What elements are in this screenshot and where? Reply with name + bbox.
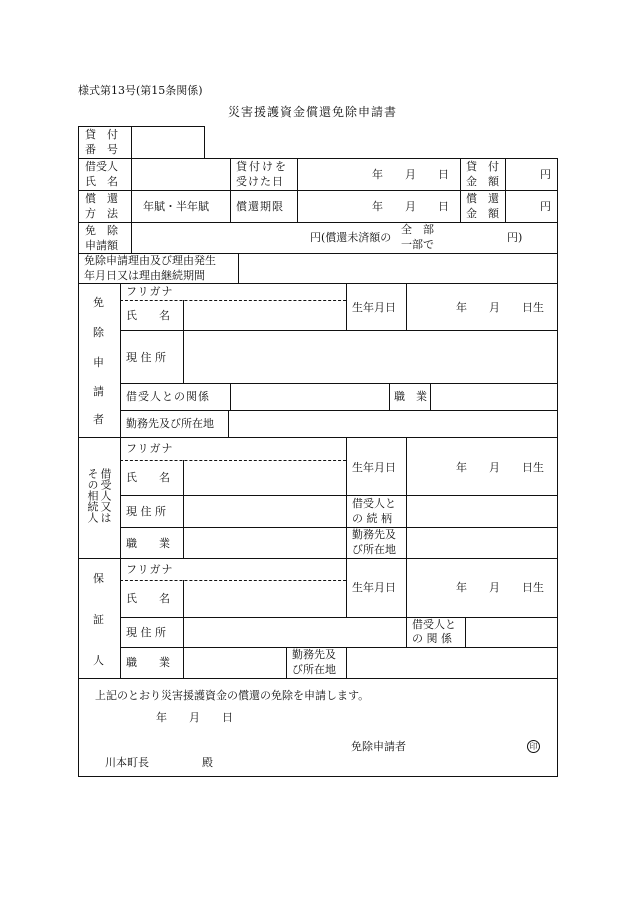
guarantor-birth-label: 生年月日 bbox=[352, 581, 396, 594]
heir-work-label-2: び所在地 bbox=[352, 543, 396, 556]
loan-amount-label: 貸 付 bbox=[466, 160, 499, 173]
applicant-relation-field[interactable] bbox=[231, 384, 389, 410]
loan-number-label: 貸 付 bbox=[85, 128, 118, 141]
exemption-reason-label: 免除申請理由及び理由発生 bbox=[84, 254, 216, 267]
exemption-part-option[interactable]: 一部で bbox=[401, 238, 434, 251]
exemption-yen-suffix: 円) bbox=[507, 231, 523, 244]
heir-work-label: 勤務先及 bbox=[352, 528, 396, 541]
guarantor-birth-value[interactable]: 年 月 日生 bbox=[456, 581, 544, 594]
applicant-birth-label: 生年月日 bbox=[352, 301, 396, 314]
loan-date-label: 貸付けを bbox=[236, 160, 288, 173]
application-statement: 上記のとおり災害援護資金の償還の免除を申請します。 bbox=[95, 689, 370, 702]
exemption-reason-label-2: 年月日又は理由継続期間 bbox=[84, 269, 205, 282]
applicant-side-5: 者 bbox=[93, 413, 104, 426]
heir-relation-field[interactable] bbox=[407, 496, 557, 527]
heir-relation-label-2: の 続 柄 bbox=[352, 512, 392, 525]
guarantor-side-2: 証 bbox=[93, 613, 104, 626]
applicant-address-field[interactable] bbox=[184, 331, 557, 383]
guarantor-address-label: 現 住 所 bbox=[126, 626, 166, 639]
applicant-job-label: 職 業 bbox=[394, 390, 427, 403]
repayment-method-label-2: 方 法 bbox=[85, 207, 118, 220]
applicant-birth-value[interactable]: 年 月 日生 bbox=[456, 301, 544, 314]
applicant-side-1: 免 bbox=[93, 296, 104, 309]
loan-number-label-2: 番 号 bbox=[85, 143, 118, 156]
guarantor-relation-label: 借受人と bbox=[412, 618, 456, 631]
heir-birth-label: 生年月日 bbox=[352, 461, 396, 474]
exemption-yen-prefix[interactable]: 円(償還未済額の bbox=[310, 231, 392, 244]
repayment-method-value[interactable]: 年賦・半年賦 bbox=[143, 200, 209, 213]
exemption-amount-label-2: 申請額 bbox=[85, 239, 118, 252]
guarantor-relation-field[interactable] bbox=[466, 618, 557, 647]
guarantor-name-field[interactable] bbox=[184, 581, 346, 617]
guarantor-side-1: 保 bbox=[93, 572, 104, 585]
applicant-side-2: 除 bbox=[93, 326, 104, 339]
guarantor-work-label: 勤務先及 bbox=[292, 648, 336, 661]
applicant-furigana-label: フリガナ bbox=[126, 285, 174, 298]
loan-amount-yen[interactable]: 円 bbox=[540, 168, 551, 181]
applicant-job-field[interactable] bbox=[431, 384, 557, 410]
heir-job-field[interactable] bbox=[184, 528, 346, 558]
repayment-method-label: 償 還 bbox=[85, 192, 118, 205]
applicant-relation-label: 借受人との関係 bbox=[126, 390, 210, 403]
heir-relation-label: 借受人と bbox=[352, 497, 396, 510]
heir-job-label: 職 業 bbox=[126, 537, 170, 550]
loan-date-value[interactable]: 年 月 日 bbox=[372, 168, 449, 181]
guarantor-furigana-label: フリガナ bbox=[126, 563, 174, 576]
heir-name-field[interactable] bbox=[184, 461, 346, 495]
repaid-amount-yen[interactable]: 円 bbox=[540, 200, 551, 213]
repaid-amount-label: 償 還 bbox=[466, 192, 499, 205]
applicant-side-3: 申 bbox=[93, 356, 104, 369]
heir-address-field[interactable] bbox=[184, 496, 346, 527]
application-date[interactable]: 年 月 日 bbox=[156, 711, 233, 724]
borrower-label: 借受人 bbox=[85, 160, 118, 173]
page-title: 災害援護資金償還免除申請書 bbox=[228, 105, 398, 119]
guarantor-job-field[interactable] bbox=[184, 648, 286, 678]
applicant-work-field[interactable] bbox=[229, 411, 557, 437]
applicant-work-label: 勤務先及び所在地 bbox=[126, 417, 214, 430]
applicant-signature-label: 免除申請者 bbox=[351, 740, 406, 753]
heir-side-col-2: その相続人 bbox=[86, 468, 99, 523]
repayment-period-value[interactable]: 年 月 日 bbox=[372, 200, 449, 213]
guarantor-address-field[interactable] bbox=[184, 618, 406, 647]
form-number: 様式第13号(第15条関係) bbox=[78, 84, 203, 97]
heir-name-label: 氏 名 bbox=[126, 471, 170, 484]
exemption-all-option[interactable]: 全 部 bbox=[401, 223, 434, 236]
exemption-amount-label: 免 除 bbox=[85, 224, 118, 237]
heir-side-col-1: 借受人又は bbox=[99, 468, 112, 523]
loan-date-label-2: 受けた日 bbox=[236, 175, 284, 188]
heir-birth-value[interactable]: 年 月 日生 bbox=[456, 461, 544, 474]
applicant-name-label: 氏 名 bbox=[126, 309, 170, 322]
guarantor-job-label: 職 業 bbox=[126, 656, 170, 669]
heir-address-label: 現 住 所 bbox=[126, 505, 166, 518]
applicant-address-label: 現 住 所 bbox=[126, 351, 166, 364]
exemption-reason-field[interactable] bbox=[239, 254, 557, 283]
borrower-label-2: 氏 名 bbox=[85, 175, 118, 188]
seal-icon: 印 bbox=[527, 740, 540, 753]
guarantor-side-3: 人 bbox=[93, 654, 104, 667]
applicant-side-4: 請 bbox=[93, 385, 104, 398]
repayment-period-label: 償還期限 bbox=[236, 200, 284, 213]
guarantor-name-label: 氏 名 bbox=[126, 592, 170, 605]
heir-furigana-label: フリガナ bbox=[126, 442, 174, 455]
guarantor-work-label-2: び所在地 bbox=[292, 663, 336, 676]
guarantor-relation-label-2: の 関 係 bbox=[412, 632, 452, 645]
heir-work-field[interactable] bbox=[407, 528, 557, 558]
addressee-honorific: 殿 bbox=[202, 756, 213, 769]
guarantor-work-field[interactable] bbox=[347, 648, 557, 678]
addressee: 川本町長 bbox=[105, 756, 149, 769]
applicant-name-field[interactable] bbox=[184, 301, 346, 330]
repaid-amount-label-2: 金 額 bbox=[466, 207, 499, 220]
loan-amount-label-2: 金 額 bbox=[466, 175, 499, 188]
